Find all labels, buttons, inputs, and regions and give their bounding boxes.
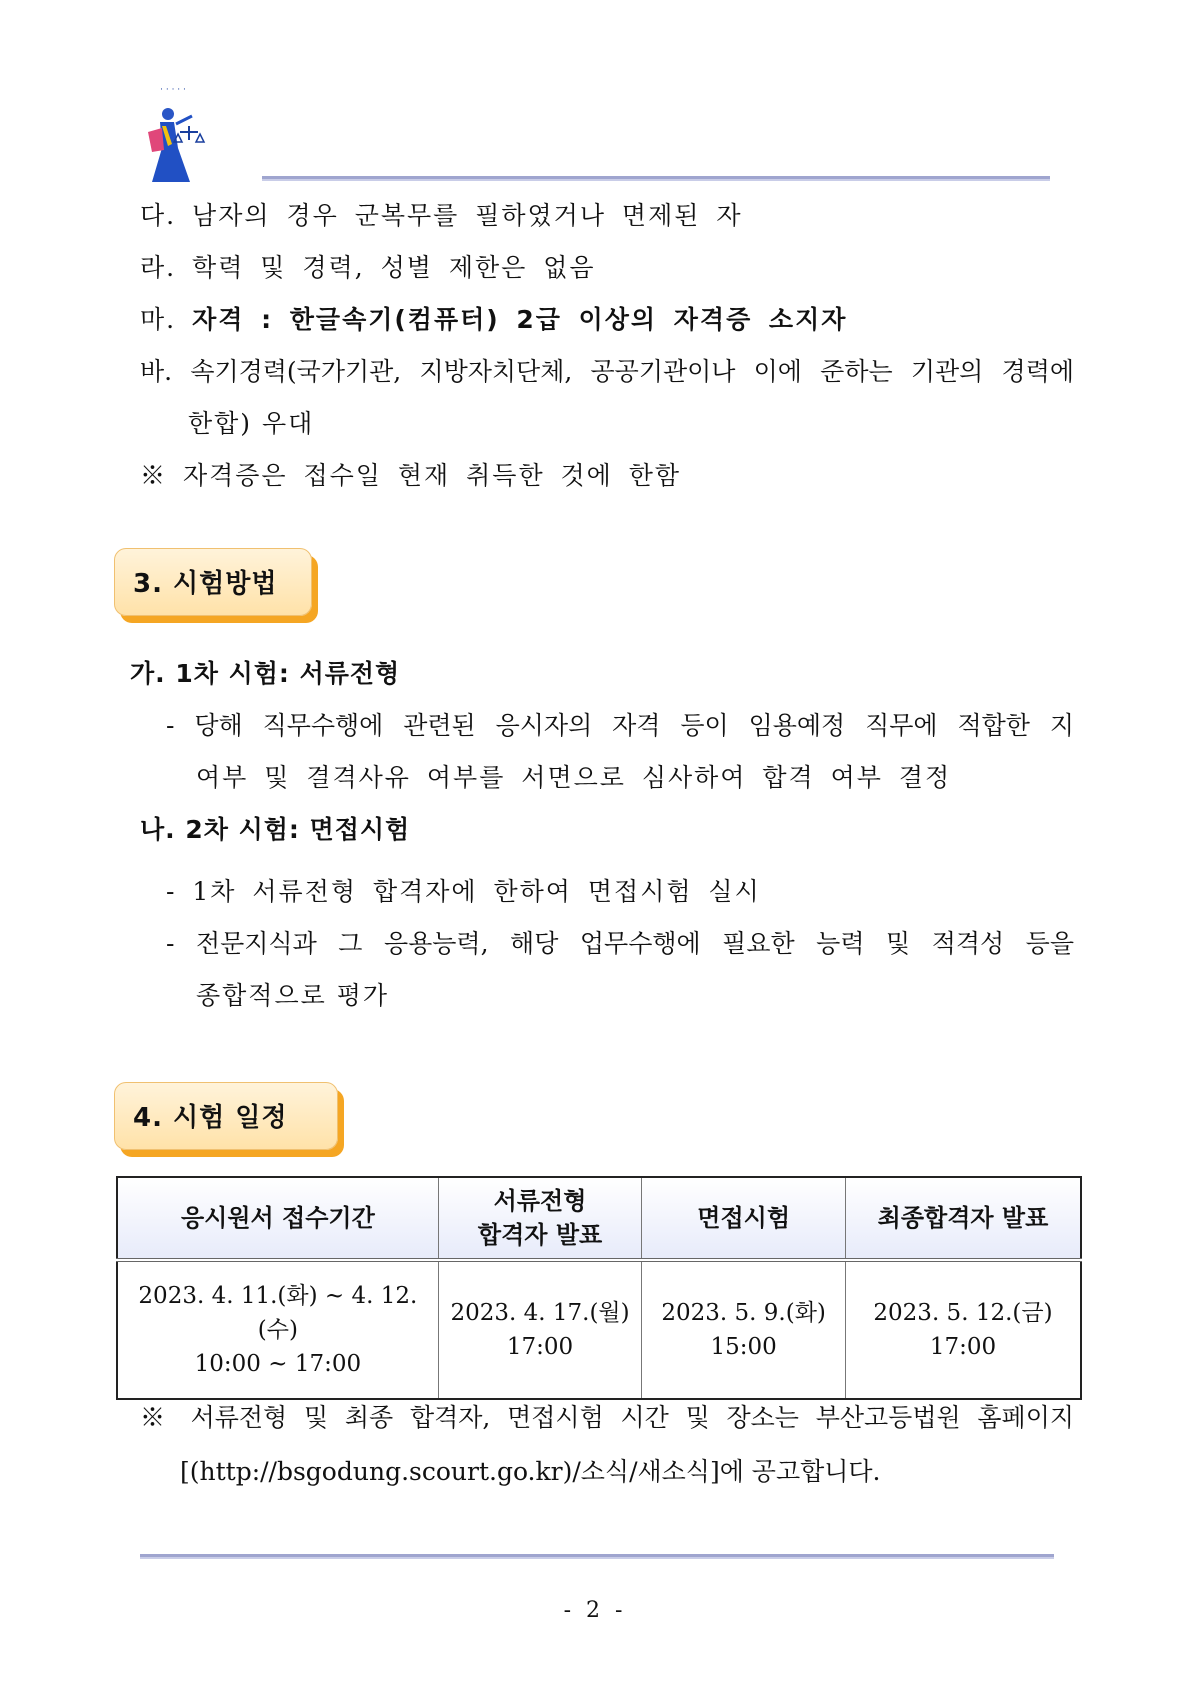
document-result-time: 17:00 (506, 1334, 574, 1360)
eligibility-item-ma-prefix: 마. (140, 305, 177, 334)
section-3-title: 3. 시험방법 (133, 569, 278, 599)
application-period-date: 2023. 4. 11.(화) ~ 4. 12.(수) (138, 1283, 418, 1343)
schedule-header-row (117, 1177, 1081, 1260)
interview-date: 2023. 5. 9.(화) (661, 1300, 826, 1326)
cell-final-result (845, 1260, 1081, 1399)
document-result-date: 2023. 4. 17.(월) (450, 1300, 630, 1326)
application-period-time: 10:00 ~ 17:00 (194, 1351, 362, 1377)
exam-step-1-item-line2: 여부 및 결격사유 여부를 서면으로 심사하여 합격 여부 결정 (196, 763, 952, 792)
eligibility-item-ra: 라. 학력 및 경력, 성별 제한은 없음 (140, 253, 596, 282)
exam-step-2-item-2-line1: - 전문지식과 그 응용능력, 해당 업무수행에 필요한 능력 및 적격성 등을 (166, 929, 1074, 958)
header-document-result (438, 1177, 642, 1260)
exam-step-2-item-1: - 1차 서류전형 합격자에 한하여 면접시험 실시 (166, 877, 761, 906)
cell-document-result (438, 1260, 642, 1399)
bottom-divider (140, 1554, 1054, 1559)
header-application-period: 응시원서 접수기간 (117, 1177, 438, 1260)
cell-application-period (117, 1260, 438, 1399)
exam-schedule-table (116, 1176, 1082, 1400)
eligibility-item-ma-text: 자격 : 한글속기(컴퓨터) 2급 이상의 자격증 소지자 (192, 305, 848, 334)
svg-text:· · · · ·: · · · · · (160, 85, 186, 95)
section-3-heading (114, 548, 312, 616)
section-4-heading (114, 1082, 338, 1150)
header-interview: 면접시험 (642, 1177, 846, 1260)
interview-time: 15:00 (710, 1334, 777, 1360)
header-document-result-line2: 합격자 발표 (477, 1221, 603, 1249)
header-document-result-line1: 서류전형 (493, 1187, 587, 1215)
page-number: - 2 - (563, 1598, 627, 1623)
eligibility-item-ba-line1: 바. 속기경력(국가기관, 지방자치단체, 공공기관이나 이에 준하는 기관의 경력에 (140, 357, 1074, 386)
exam-step-2-title: 나. 2차 시험: 면접시험 (140, 815, 411, 844)
schedule-note-line2[interactable]: [(http://bsgodung.scourt.go.kr)/소식/새소식]에 공고합니다. (180, 1457, 881, 1486)
top-divider (262, 176, 1050, 181)
exam-step-2-item-2-line2: 종합적으로 평가 (196, 981, 389, 1010)
cell-interview (642, 1260, 846, 1399)
eligibility-item-ma (140, 300, 847, 336)
section-4-title: 4. 시험 일정 (133, 1103, 288, 1133)
eligibility-note: ※ 자격증은 접수일 현재 취득한 것에 한함 (140, 461, 682, 490)
schedule-data-row (117, 1260, 1081, 1399)
court-logo (118, 78, 228, 188)
eligibility-item-da: 다. 남자의 경우 군복무를 필하였거나 면제된 자 (140, 201, 743, 230)
header-final-result: 최종합격자 발표 (845, 1177, 1081, 1260)
final-result-time: 17:00 (929, 1334, 997, 1360)
exam-step-1-item-line1: - 당해 직무수행에 관련된 응시자의 자격 등이 임용예정 직무에 적합한 지 (166, 711, 1074, 740)
final-result-date: 2023. 5. 12.(금) (873, 1300, 1053, 1326)
exam-step-1-title: 가. 1차 시험: 서류전형 (130, 659, 401, 688)
eligibility-item-ba-line2: 한합) 우대 (188, 409, 315, 438)
schedule-note-line1: ※ 서류전형 및 최종 합격자, 면접시험 시간 및 장소는 부산고등법원 홈페이지 (140, 1403, 1074, 1432)
